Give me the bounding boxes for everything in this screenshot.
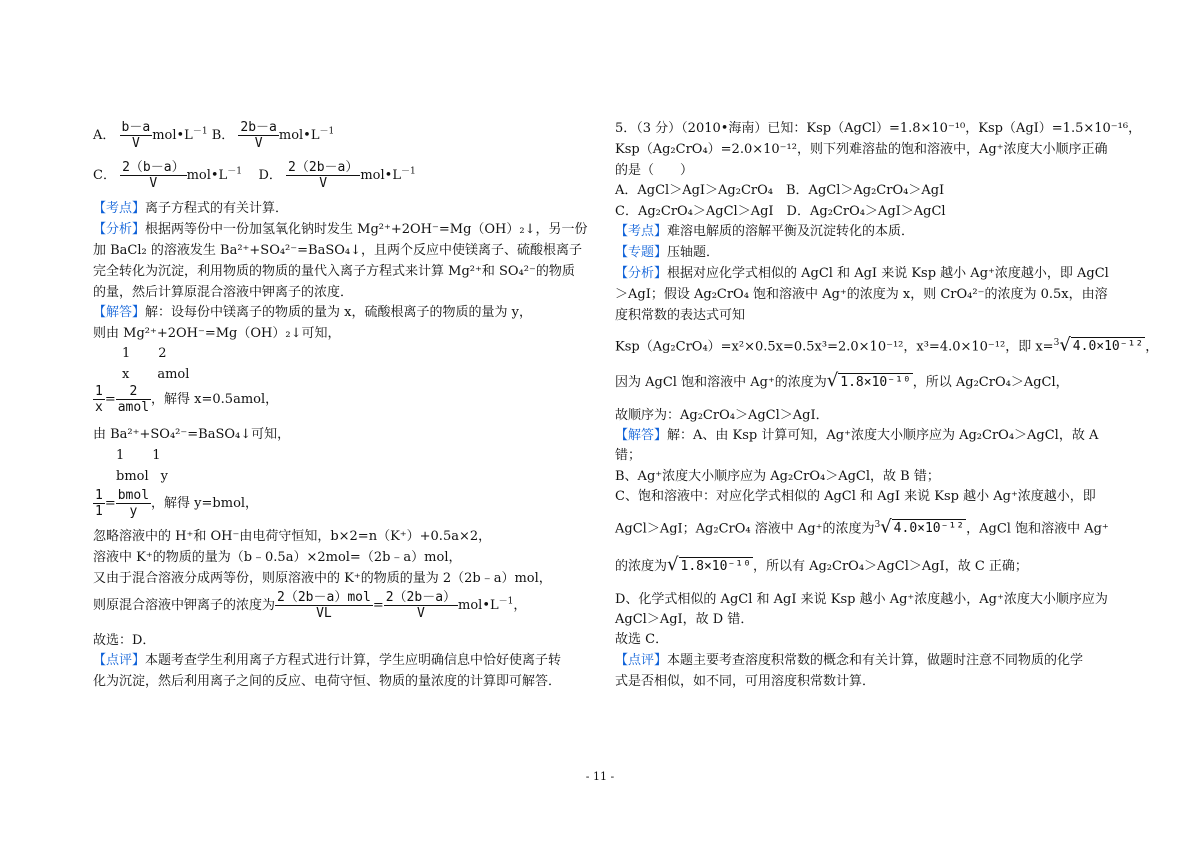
- jieda-tag-right: 【解答】: [615, 428, 668, 443]
- fenxi-line-right-3: 度积常数的表达式可知: [615, 308, 746, 323]
- options-cd: C．Ag₂CrO₄＞AgCl＞AgI D．Ag₂CrO₄＞AgI＞AgCl: [615, 204, 946, 219]
- fenxi-line-2: 加 BaCl₂ 的溶液发生 Ba²⁺+SO₄²⁻=BaSO₄↓，且两个反应中使镁离子、硫酸根离子: [93, 243, 582, 258]
- option-a-b: A． $\frac{b-a}{V}$ $mol•L^{-1}$ B． $\frac{2b-a}{V}$ $mol•L^{-1}$: [93, 120, 335, 151]
- kaodian-tag-right: 【考点】: [615, 224, 668, 239]
- jieda-tag: 【解答】: [93, 305, 146, 320]
- kaodian-line-right: 【考点】难溶电解质的溶解平衡及沉淀转化的本质．: [615, 224, 915, 239]
- jieda-line-right-6: AgCl＞AgI，故 D 错．: [615, 612, 754, 627]
- fraction-d: $\frac{2(2b-a)}{V}$: [288, 160, 359, 191]
- ratio-row-1: 1 2: [122, 346, 167, 361]
- jieda-line-6: 又由于混合溶液分成两等份，则原溶液中的 K⁺的物质的量为 2（2b﹣a）mol，: [93, 571, 552, 586]
- jieda-line-right-3: B、Ag⁺浓度大小顺序应为 Ag₂CrO₄＞AgCl，故 B 错；: [615, 469, 940, 484]
- dianping-line-right-2: 式是否相似，如不同，可用溶度积常数计算．: [615, 674, 876, 689]
- jieda-line-2: 则由 Mg²⁺+2OH⁻=Mg（OH）₂↓可知，: [93, 326, 341, 341]
- question-line-1: 5．（3 分）（2010•海南）已知：Ksp（AgCl）=1.8×10⁻¹⁰，Ksp（AgI）=1.5×10⁻¹⁶，: [615, 121, 1142, 136]
- jieda-line-right-1: 【解答】解：A、由 Ksp 计算可知，Ag⁺浓度大小顺序应为 Ag₂CrO₄＞AgCl，故 A: [615, 428, 1099, 443]
- jieda-line-7: 则原混合溶液中钾离子的浓度为 $\frac{\text{2（2b－a）mol}}{VL}$ = $\frac{2(2b-a)}{V}$ $mol•L^{-1}$，: [93, 590, 527, 621]
- kaodian-tag: 【考点】: [93, 201, 146, 216]
- jieda-line-4: 忽略溶液中的 H⁺和 OH⁻由电荷守恒知，b×2=n（K⁺）+0.5a×2，: [93, 529, 492, 544]
- dianping-tag: 【点评】: [93, 653, 146, 668]
- c2-line: 的浓度为√ 1.8×10⁻¹⁰ ，所以有 Ag₂CrO₄＞AgCl＞AgI，故 C 正确；: [615, 554, 1028, 575]
- jieda-line-5: 溶液中 K⁺的物质的量为（b﹣0.5a）×2mol=（2b﹣a）mol，: [93, 550, 462, 565]
- dianping-line-2: 化为沉淀，然后利用离子之间的反应、电荷守恒、物质的量浓度的计算即可解答．: [93, 674, 562, 689]
- fenxi-line-4: 的量，然后计算原混合溶液中钾离子的浓度．: [93, 285, 354, 300]
- fenxi-tag-right: 【分析】: [615, 266, 668, 281]
- question-line-3: 的是（ ）: [615, 163, 694, 178]
- ratio-row-2: x amol: [122, 367, 190, 382]
- order-line: 故顺序为：Ag₂CrO₄＞AgCl＞AgI．: [615, 408, 829, 423]
- fenxi-line-right-2: ＞AgI；假设 Ag₂CrO₄ 饱和溶液中 Ag⁺的浓度为 x，则 CrO₄²⁻的浓度为 0.5x，由溶: [615, 287, 1108, 302]
- jieda-line-right-4: C、饱和溶液中：对应化学式相似的 AgCl 和 AgI 来说 Ksp 越小 Ag⁺浓度越小，即: [615, 489, 1096, 504]
- agcl-line: 因为 AgCl 饱和溶液中 Ag⁺的浓度为√ 1.8×10⁻¹⁰ ，所以 Ag₂CrO₄＞AgCl，: [615, 370, 1069, 391]
- fenxi-line-1: 【分析】根据两等份中一份加氢氧化钠时发生 Mg²⁺+2OH⁻=Mg（OH）₂↓，另一份: [93, 222, 588, 237]
- jieda-line-3: 由 Ba²⁺+SO₄²⁻=BaSO₄↓可知，: [93, 427, 291, 442]
- proportion-1: $\frac{1}{x}$ = $\frac{2}{\text{amol}}$ ，解得 x=0.5amol，: [95, 384, 279, 415]
- jieda-line-right-2: 错；: [615, 448, 642, 463]
- fraction-a: $\frac{b-a}{V}$: [121, 120, 151, 151]
- answer-left: 故选：D．: [93, 633, 156, 648]
- jieda-line-right-5: D、化学式相似的 AgCl 和 AgI 来说 Ksp 越小 Ag⁺浓度越小，Ag⁺浓度大小顺序应为: [615, 592, 1108, 607]
- options-ab: A．AgCl＞AgI＞Ag₂CrO₄ B．AgCl＞Ag₂CrO₄＞AgI: [615, 183, 945, 198]
- option-c-d: C． $\frac{2(b-a)}{V}$ $mol•L^{-1}$ D． $\frac{2(2b-a)}{V}$ $mol•L^{-1}$: [93, 160, 416, 191]
- zhuanti-line: 【专题】压轴题．: [615, 245, 720, 260]
- answer-right: 故选 C．: [615, 632, 669, 647]
- dianping-tag-right: 【点评】: [615, 653, 668, 668]
- c-line: AgCl＞AgI；Ag₂CrO₄ 溶液中 Ag⁺的浓度为$^3$√ 4.0×10⁻¹² ，AgCl 饱和溶液中 Ag⁺: [615, 516, 1109, 538]
- ratio-row-3: 1 1: [116, 448, 161, 463]
- dianping-line-1: 【点评】本题考查学生利用离子方程式进行计算，学生应明确信息中恰好使离子转: [93, 653, 562, 668]
- jieda-line-1: 【解答】解：设每份中镁离子的物质的量为 x，硫酸根离子的物质的量为 y，: [93, 305, 532, 320]
- zhuanti-tag: 【专题】: [615, 245, 668, 260]
- ratio-row-4: bmol y: [116, 469, 168, 484]
- question-line-2: Ksp（Ag₂CrO₄）=2.0×10⁻¹²，则下列难溶盐的饱和溶液中，Ag⁺浓度大小顺序正确: [615, 142, 1108, 157]
- kaodian-line: 【考点】离子方程式的有关计算．: [93, 201, 289, 216]
- fraction-b: $\frac{2b-a}{V}$: [240, 120, 277, 151]
- fenxi-line-right-1: 【分析】根据对应化学式相似的 AgCl 和 AgI 来说 Ksp 越小 Ag⁺浓度越小，即 AgCl: [615, 266, 1109, 281]
- fenxi-line-3: 完全转化为沉淀，利用物质的物质的量代入离子方程式来计算 Mg²⁺和 SO₄²⁻的物质: [93, 264, 575, 279]
- dianping-line-right-1: 【点评】本题主要考查溶度积常数的概念和有关计算，做题时注意不同物质的化学: [615, 653, 1084, 668]
- proportion-2: $\frac{1}{1}$ = $\frac{\text{bmol}}{y}$ ，解得 y=bmol，: [95, 488, 259, 519]
- fraction-c: $\frac{2(b-a)}{V}$: [122, 160, 185, 191]
- fenxi-tag: 【分析】: [93, 222, 146, 237]
- page-number: - 11 -: [585, 770, 615, 783]
- calc-line: Ksp（Ag₂CrO₄）=x²×0.5x=0.5x³=2.0×10⁻¹²，x³=4.0×10⁻¹²，即 x=$^3$√ 4.0×10⁻¹² ，: [615, 334, 1159, 356]
